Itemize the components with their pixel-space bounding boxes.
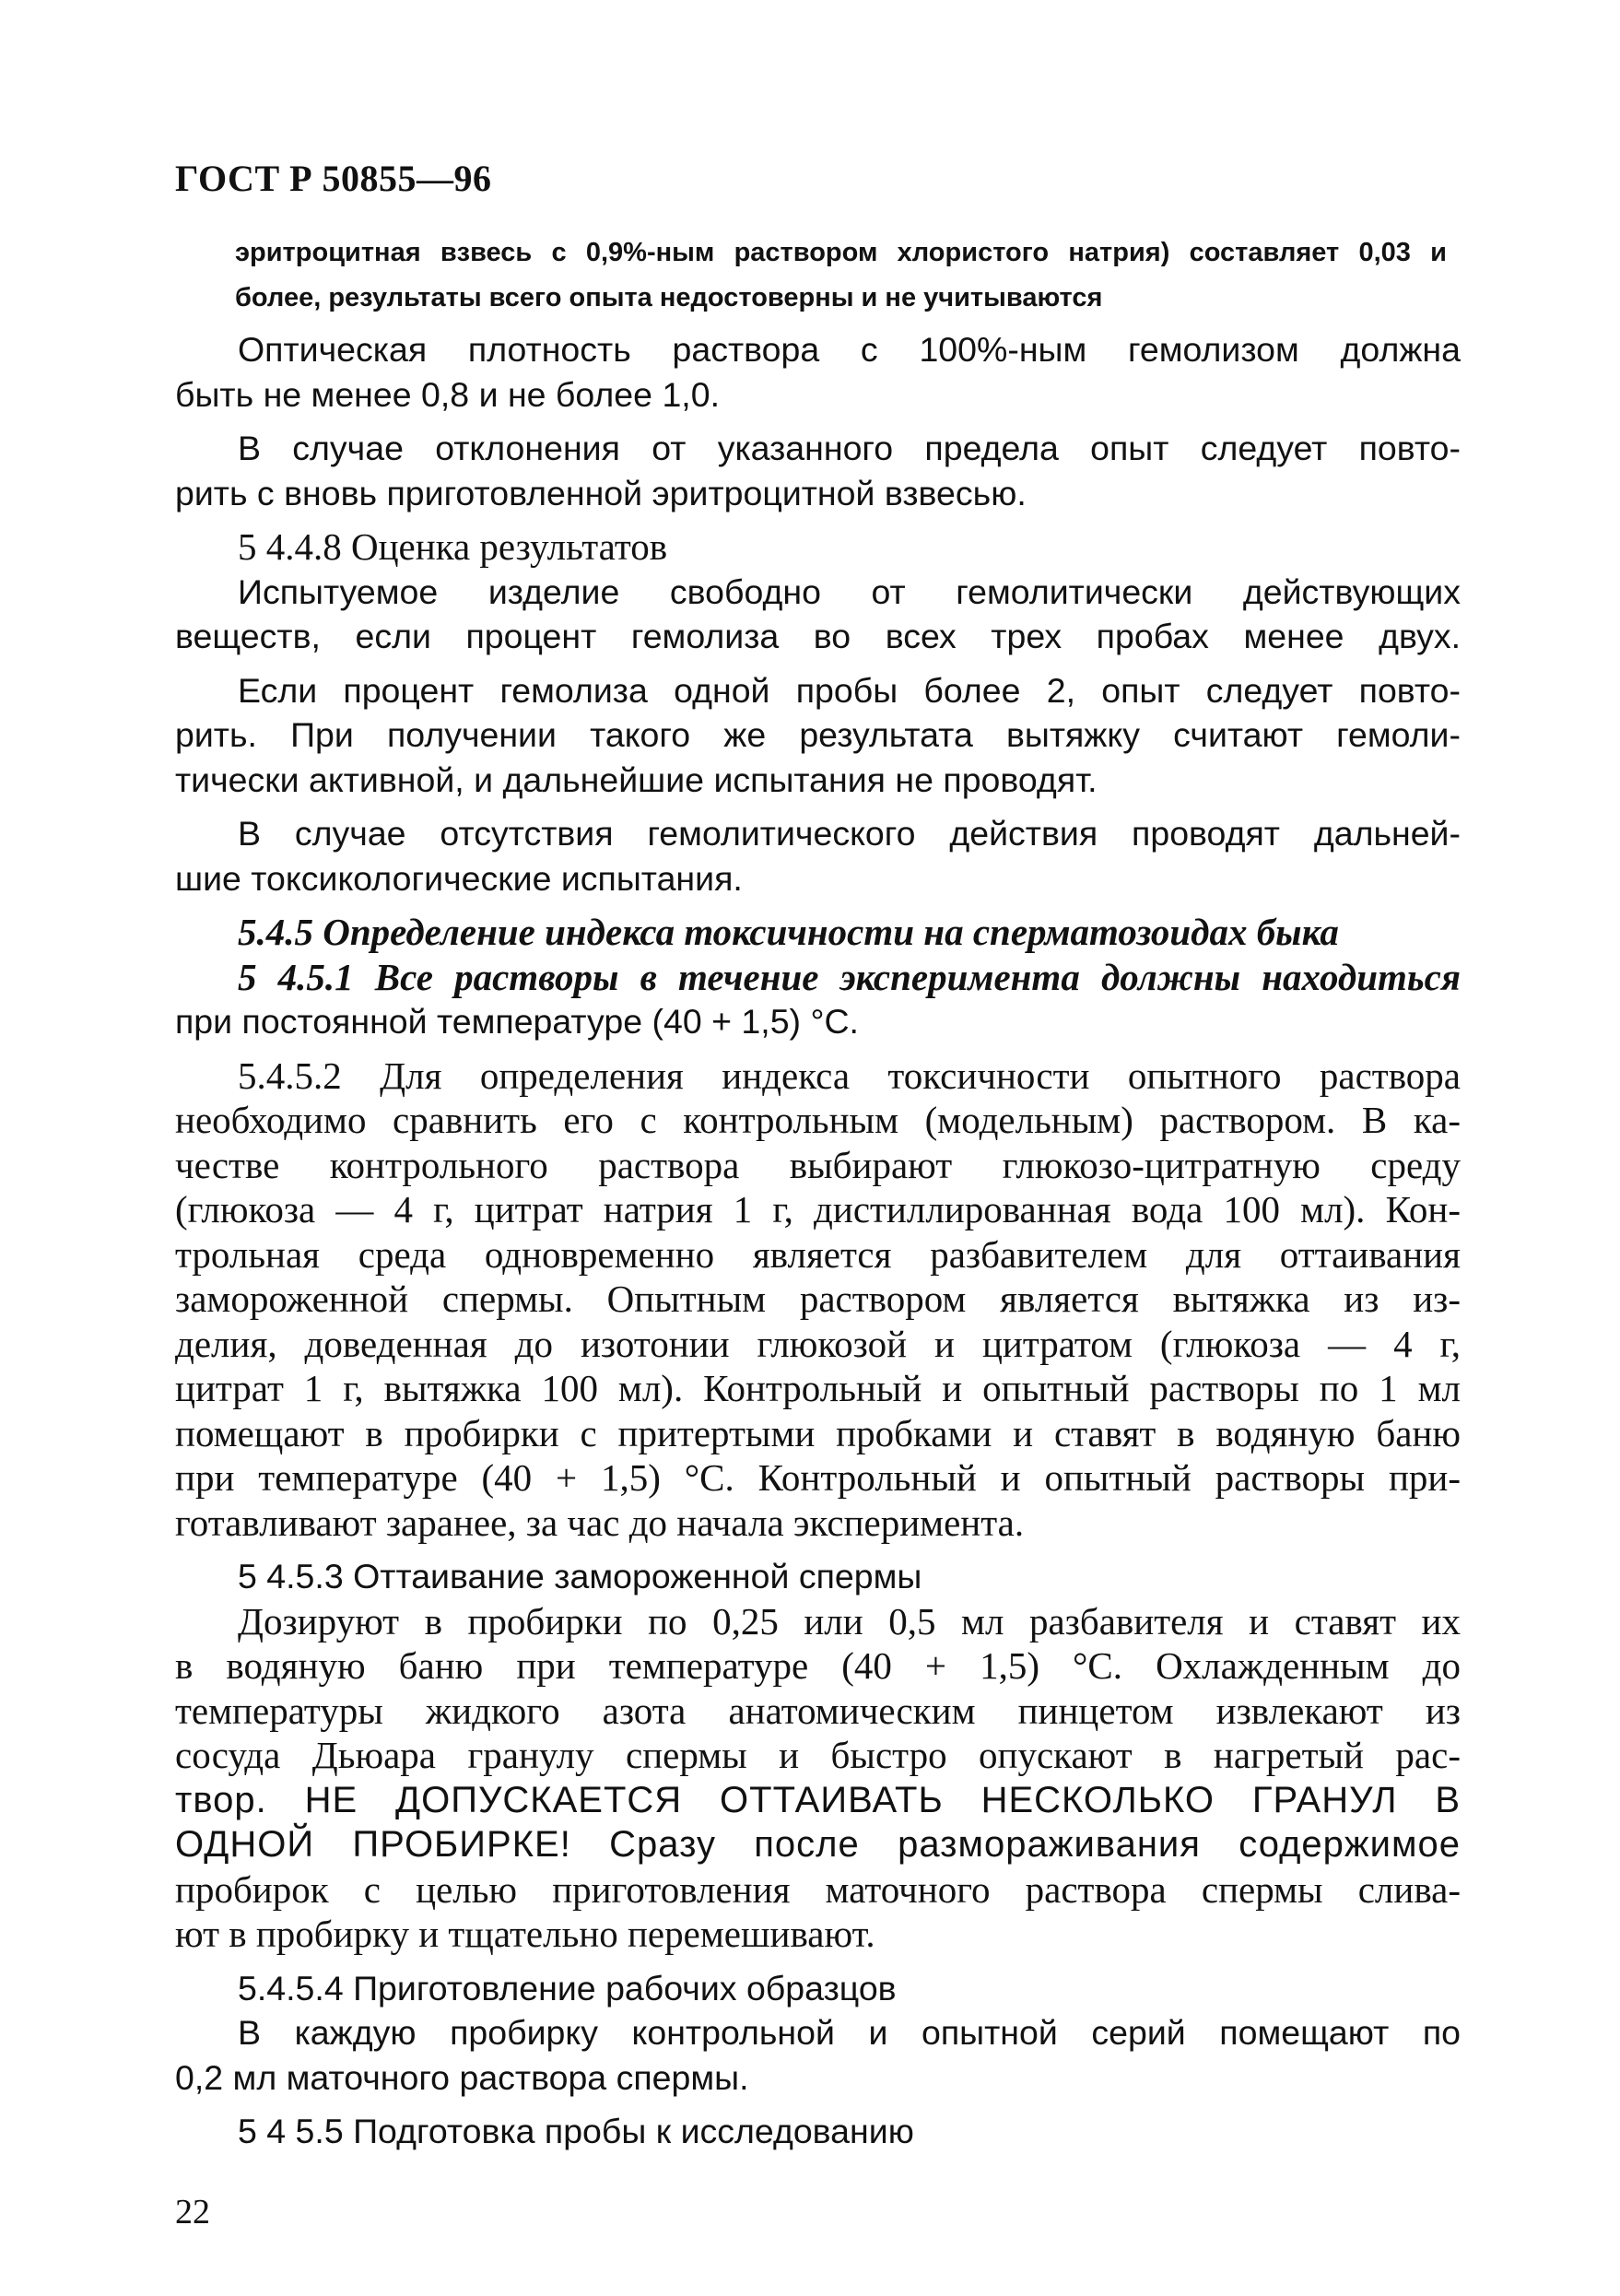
text-line: тически активной, и дальнейшие испытания не проводят. bbox=[175, 759, 1098, 799]
text-line: 5.4.5.2 Для определения индекса токсичности опытного раствора bbox=[238, 1054, 1461, 1097]
section-heading: 5 4.4.8 Оценка результатов bbox=[238, 525, 668, 568]
text-line: Оптическая плотность раствора с 100%-ным гемолизом должна bbox=[238, 330, 1461, 369]
section-heading: 5 4 5.5 Подготовка пробы к исследованию bbox=[238, 2112, 914, 2150]
text-line: В случае отсутствия гемолитического действия проводят дальней- bbox=[238, 814, 1461, 853]
text-line: Испытуемое изделие свободно от гемолитически действующих bbox=[238, 571, 1461, 611]
text-line: при постоянной температуре (40 + 1,5) °С. bbox=[175, 1002, 859, 1041]
text-line: сосуда Дьюара гранулу спермы и быстро опускают в нагретый рас- bbox=[175, 1734, 1461, 1776]
note-line: эритроцитная взвесь с 0,9%-ным раствором хлористого натрия) составляет 0,03 и bbox=[235, 238, 1447, 267]
text-line: замороженной спермы. Опытным раствором является вытяжка из из- bbox=[175, 1278, 1461, 1320]
text-line: цитрат 1 г, вытяжка 100 мл). Контрольный и опытный растворы по 1 мл bbox=[175, 1367, 1461, 1409]
text-line: в водяную баню при температуре (40 + 1,5) °С. Охлажденным до bbox=[175, 1644, 1461, 1687]
text-line: при температуре (40 + 1,5) °С. Контрольный и опытный растворы при- bbox=[175, 1456, 1461, 1499]
text-line: В случае отклонения от указанного предела опыт следует повто- bbox=[238, 429, 1461, 467]
text-line: готавливают заранее, за час до начала эксперимента. bbox=[175, 1501, 1025, 1544]
text-line: шие токсикологические испытания. bbox=[175, 858, 743, 898]
page-number: 22 bbox=[175, 2193, 210, 2231]
text-line: (глюкоза — 4 г, цитрат натрия 1 г, дистиллированная вода 100 мл). Кон- bbox=[175, 1188, 1461, 1230]
body-text bbox=[175, 327, 1461, 2154]
text-line: трольная среда одновременно является разбавителем для оттаивания bbox=[175, 1232, 1461, 1276]
text-line: Дозируют в пробирки по 0,25 или 0,5 мл разбавителя и ставят их bbox=[238, 1599, 1461, 1643]
text-line: честве контрольного раствора выбирают глюкозо-цитратную среду bbox=[175, 1143, 1461, 1186]
text-line: ют в пробирку и тщательно перемешивают. bbox=[175, 1913, 875, 1955]
text-line: температуры жидкого азота анатомическим пинцетом извлекают из bbox=[175, 1689, 1461, 1732]
text-line: быть не менее 0,8 и не более 1,0. bbox=[175, 374, 720, 414]
text-line: помещают в пробирки с притертыми пробками и ставят в водяную баню bbox=[175, 1411, 1461, 1454]
text-line: пробирок с целью приготовления маточного раствора спермы слива- bbox=[175, 1867, 1461, 1911]
text-line: необходимо сравнить его с контрольным (модельным) раствором. В ка- bbox=[175, 1099, 1461, 1141]
section-heading: 5.4.5 Определение индекса токсичности на сперматозоидах быка bbox=[238, 911, 1339, 953]
text-line: 0,2 мл маточного раствора спермы. bbox=[175, 2057, 749, 2097]
text-line: рить с вновь приготовленной эритроцитной взвесью. bbox=[175, 473, 1027, 512]
note-line: более, результаты всего опыта недостоверны и не учитываются bbox=[235, 282, 1103, 312]
text-line: веществ, если процент гемолиза во всех трех пробах менее двух. bbox=[175, 617, 1461, 655]
document-header: ГОСТ Р 50855—96 bbox=[175, 158, 492, 199]
section-heading: 5 4.5.3 Оттаивание замороженной спермы bbox=[238, 1557, 922, 1595]
section-heading: 5.4.5.4 Приготовление рабочих образцов bbox=[238, 1968, 897, 2008]
text-line: ОДНОЙ ПРОБИРКЕ! Сразу после размораживания содержимое bbox=[175, 1824, 1461, 1865]
text-line: 5 4.5.1 Все растворы в течение эксперимента должны находиться bbox=[238, 955, 1461, 998]
text-line: В каждую пробирку контрольной и опытной серий помещают по bbox=[238, 2013, 1461, 2052]
text-line: делия, доведенная до изотонии глюкозой и цитратом (глюкоза — 4 г, bbox=[175, 1322, 1461, 1365]
note-paragraph bbox=[235, 232, 1447, 322]
text-line: рить. При получении такого же результата вытяжку считают гемоли- bbox=[175, 715, 1461, 754]
text-line: Если процент гемолиза одной пробы более 2, опыт следует повто- bbox=[238, 670, 1461, 710]
text-line: твор. НЕ ДОПУСКАЕТСЯ ОТТАИВАТЬ НЕСКОЛЬКО ГРАНУЛ В bbox=[175, 1779, 1461, 1820]
